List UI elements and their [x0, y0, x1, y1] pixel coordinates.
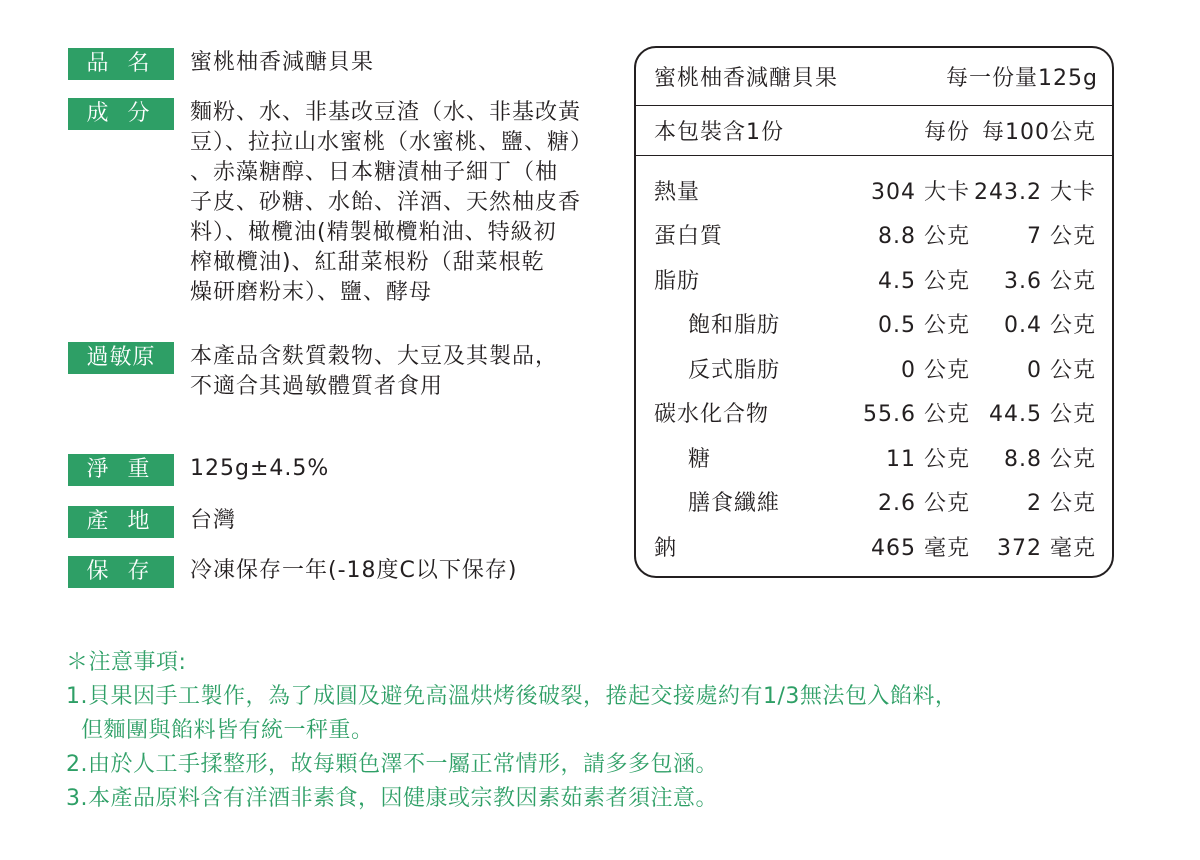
nutrition-package: 本包裝含1份: [654, 120, 784, 145]
nutrient-per-serving: 0 公克: [901, 357, 970, 383]
nutrition-header: [636, 48, 1112, 106]
nutrient-name: 鈉: [654, 535, 678, 561]
spec-value: 蜜桃柚香減醣貝果: [190, 50, 375, 75]
nutrient-per-100: 0.4 公克: [1004, 313, 1096, 339]
nutrition-body: [636, 156, 1112, 569]
col-per-100: 每100公克: [982, 120, 1096, 145]
nutrition-table: [634, 46, 1114, 578]
nutrition-row: [636, 480, 1112, 525]
nutrient-per-100: 7 公克: [1027, 224, 1096, 250]
spec-row-allergen: [68, 342, 610, 402]
spec-row-origin: [68, 506, 610, 538]
spec-value: 麵粉、水、非基改豆渣（水、非基改黃 豆）、拉拉山水蜜桃（水蜜桃、鹽、糖） 、赤藻糖醇、日本糖漬柚子細丁（柚 子皮、砂糖、水飴、洋酒、天然柚皮香 料）、橄欖油(精製橄欖粕油、特級初 榨橄欖油)、紅甜菜根粉（甜菜根乾 燥研磨粉末）、鹽、酵母: [190, 100, 594, 305]
notes-section: [66, 646, 957, 816]
nutrition-serving: 每一份量125g: [946, 66, 1098, 91]
nutrient-per-serving: 0.5 公克: [878, 313, 970, 339]
col-per-serving: 每份: [923, 120, 970, 145]
notes-line: 2.由於人工手揉整形，故每顆色澤不一屬正常情形，請多多包涵。: [66, 752, 718, 777]
nutrient-per-serving: 4.5 公克: [878, 268, 970, 294]
nutrient-per-serving: 304 大卡: [871, 179, 970, 205]
nutrient-per-serving: 2.6 公克: [878, 491, 970, 517]
spec-label: 淨 重: [68, 454, 174, 486]
spec-label: 過敏原: [68, 342, 174, 374]
spec-row-name: [68, 48, 610, 80]
nutrition-row: [636, 391, 1112, 436]
spec-value: 台灣: [190, 508, 237, 533]
nutrient-name: 熱量: [654, 179, 701, 205]
nutrition-row: [636, 435, 1112, 480]
nutrient-name: 反式脂肪: [688, 357, 781, 383]
nutrition-row: [636, 257, 1112, 302]
nutrition-row: [636, 168, 1112, 213]
spec-label: 品 名: [68, 48, 174, 80]
nutrition-row: [636, 213, 1112, 258]
nutrient-per-serving: 11 公克: [886, 446, 970, 472]
nutrient-per-serving: 465 毫克: [871, 535, 970, 561]
nutrient-name: 碳水化合物: [654, 402, 770, 428]
notes-line: 1.貝果因手工製作，為了成圓及避免高溫烘烤後破裂，捲起交接處約有1/3無法包入餡料，: [66, 684, 958, 709]
notes-title: ＊注意事項:: [66, 650, 187, 675]
nutrient-name: 脂肪: [654, 268, 701, 294]
nutrition-subheader: [636, 106, 1112, 156]
nutrient-per-100: 8.8 公克: [1004, 446, 1096, 472]
spec-value: 冷凍保存一年(-18度C以下保存): [190, 558, 518, 583]
nutrient-name: 蛋白質: [654, 224, 724, 250]
nutrient-per-100: 0 公克: [1027, 357, 1096, 383]
nutrient-per-100: 3.6 公克: [1004, 268, 1096, 294]
nutrient-per-serving: 8.8 公克: [878, 224, 970, 250]
nutrient-per-100: 44.5 公克: [989, 402, 1096, 428]
nutrition-row: [636, 302, 1112, 347]
nutrient-name: 飽和脂肪: [688, 313, 781, 339]
nutrient-name: 膳食纖維: [688, 491, 781, 517]
spec-row-storage: [68, 556, 610, 588]
nutrient-per-serving: 55.6 公克: [863, 402, 970, 428]
notes-line: 但麵團與餡料皆有統一秤重。: [66, 718, 374, 743]
nutrient-name: 糖: [688, 446, 712, 472]
spec-label: 保 存: [68, 556, 174, 588]
spec-row-weight: [68, 454, 610, 486]
notes-line: 3.本產品原料含有洋酒非素食，因健康或宗教因素茹素者須注意。: [66, 786, 718, 811]
spec-value: 125g±4.5%: [190, 456, 330, 481]
nutrition-row: [636, 524, 1112, 569]
spec-row-ingredients: [68, 98, 610, 308]
nutrition-row: [636, 346, 1112, 391]
nutrition-product: 蜜桃柚香減醣貝果: [654, 66, 839, 91]
spec-label: 產 地: [68, 506, 174, 538]
spec-value: 本產品含麩質穀物、大豆及其製品， 不適合其過敏體質者食用: [190, 344, 559, 399]
nutrient-per-100: 2 公克: [1027, 491, 1096, 517]
nutrient-per-100: 243.2 大卡: [974, 179, 1096, 205]
spec-label: 成 分: [68, 98, 174, 130]
nutrient-per-100: 372 毫克: [997, 535, 1096, 561]
